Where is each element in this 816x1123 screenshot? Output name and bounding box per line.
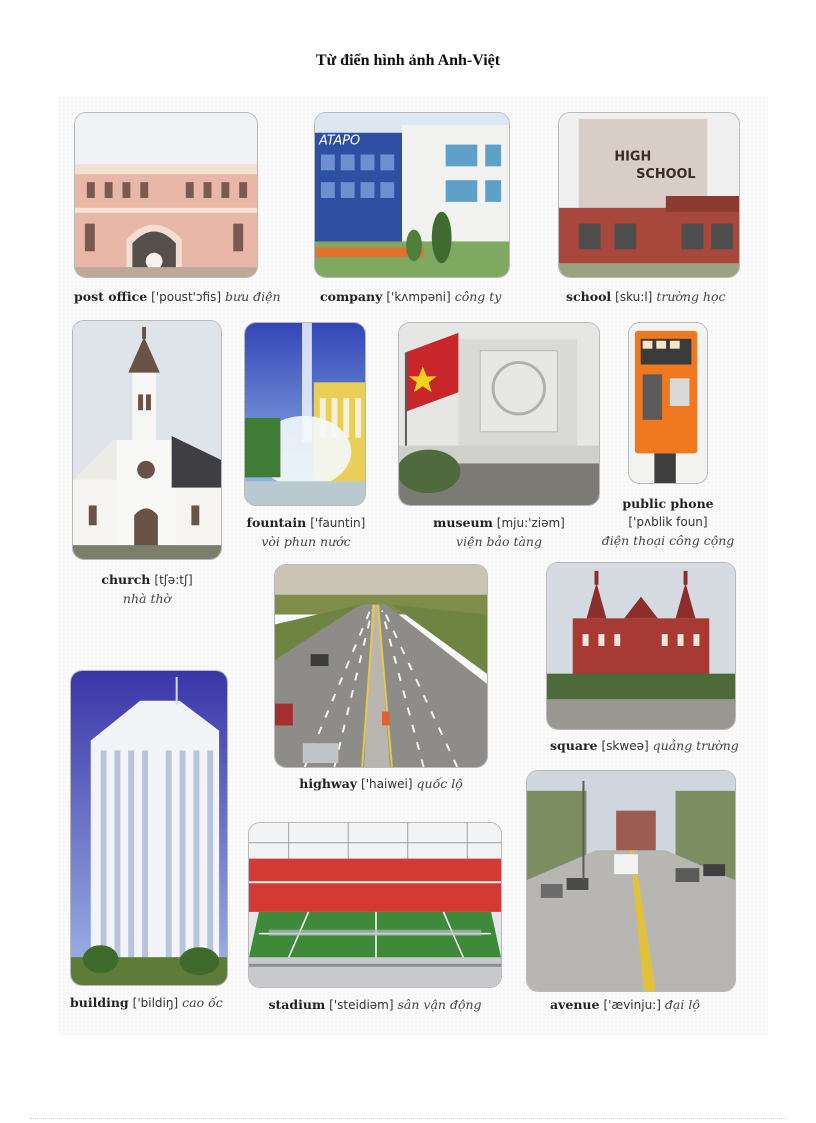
highway-ipa: ['haiwei] bbox=[361, 777, 413, 791]
public-phone-word: public phone bbox=[622, 496, 714, 511]
building-caption bbox=[70, 995, 223, 1010]
square-caption bbox=[550, 738, 739, 753]
public-phone-vi: điện thoại công cộng bbox=[601, 533, 735, 548]
company-word: company bbox=[320, 289, 383, 304]
museum-vi: viện bảo tàng bbox=[456, 534, 542, 549]
stadium-image bbox=[248, 822, 502, 988]
post-office-caption bbox=[74, 289, 281, 304]
footer-divider bbox=[30, 1118, 786, 1119]
highway-image bbox=[274, 564, 488, 768]
post-office-vi: bưu điện bbox=[225, 289, 281, 304]
highway-word: highway bbox=[299, 776, 358, 791]
school-word: school bbox=[566, 289, 612, 304]
stadium-ipa: ['steidiəm] bbox=[329, 998, 394, 1012]
school-caption bbox=[566, 289, 726, 304]
highway-vi: quốc lộ bbox=[416, 776, 463, 791]
public-phone-image bbox=[628, 322, 708, 484]
school-vi: trường học bbox=[656, 289, 726, 304]
square-word: square bbox=[550, 738, 598, 753]
stadium-caption bbox=[248, 997, 502, 1012]
building-ipa: ['bildiŋ] bbox=[132, 996, 179, 1010]
building-image bbox=[70, 670, 228, 986]
square-vi: quảng trường bbox=[652, 738, 739, 753]
church-caption bbox=[72, 572, 222, 606]
company-ipa: ['kʌmpəni] bbox=[386, 290, 451, 304]
page-title: Từ điển hình ảnh Anh-Việt bbox=[315, 52, 501, 69]
building-word: building bbox=[70, 995, 129, 1010]
avenue-caption bbox=[550, 997, 700, 1012]
square-ipa: [skweə] bbox=[601, 739, 649, 753]
avenue-image bbox=[526, 770, 736, 992]
museum-ipa: [mju:'ziəm] bbox=[496, 516, 565, 530]
company-vi: công ty bbox=[454, 289, 502, 304]
post-office-ipa: ['poust'ɔfis] bbox=[151, 290, 222, 304]
school-image bbox=[558, 112, 740, 278]
fountain-ipa: ['fauntin] bbox=[310, 516, 366, 530]
fountain-caption bbox=[236, 515, 376, 549]
company-sign: ATAPO bbox=[318, 133, 361, 149]
building-vi: cao ốc bbox=[182, 995, 223, 1010]
church-word: church bbox=[101, 572, 151, 587]
school-sign-line2: SCHOOL bbox=[636, 167, 696, 183]
stadium-vi: sân vận động bbox=[397, 997, 482, 1012]
stadium-word: stadium bbox=[268, 997, 326, 1012]
highway-caption bbox=[266, 776, 496, 791]
public-phone-caption bbox=[590, 496, 746, 548]
company-caption bbox=[320, 289, 501, 304]
museum-caption bbox=[398, 515, 600, 549]
square-image bbox=[546, 562, 736, 730]
fountain-vi: vòi phun nước bbox=[261, 534, 351, 549]
fountain-word: fountain bbox=[246, 515, 307, 530]
school-sign-line1: HIGH bbox=[614, 149, 652, 165]
avenue-word: avenue bbox=[550, 997, 600, 1012]
church-ipa: [tʃə:tʃ] bbox=[154, 573, 193, 587]
church-vi: nhà thờ bbox=[122, 591, 172, 606]
public-phone-ipa: ['pʌblik foun] bbox=[628, 515, 708, 529]
company-image bbox=[314, 112, 510, 278]
post-office-image bbox=[74, 112, 258, 278]
museum-image bbox=[398, 322, 600, 506]
avenue-vi: đại lộ bbox=[664, 997, 700, 1012]
fountain-image bbox=[244, 322, 366, 506]
school-ipa: [sku:l] bbox=[615, 290, 653, 304]
avenue-ipa: ['ævinju:] bbox=[603, 998, 661, 1012]
post-office-word: post office bbox=[74, 289, 148, 304]
museum-word: museum bbox=[433, 515, 493, 530]
church-image bbox=[72, 320, 222, 560]
